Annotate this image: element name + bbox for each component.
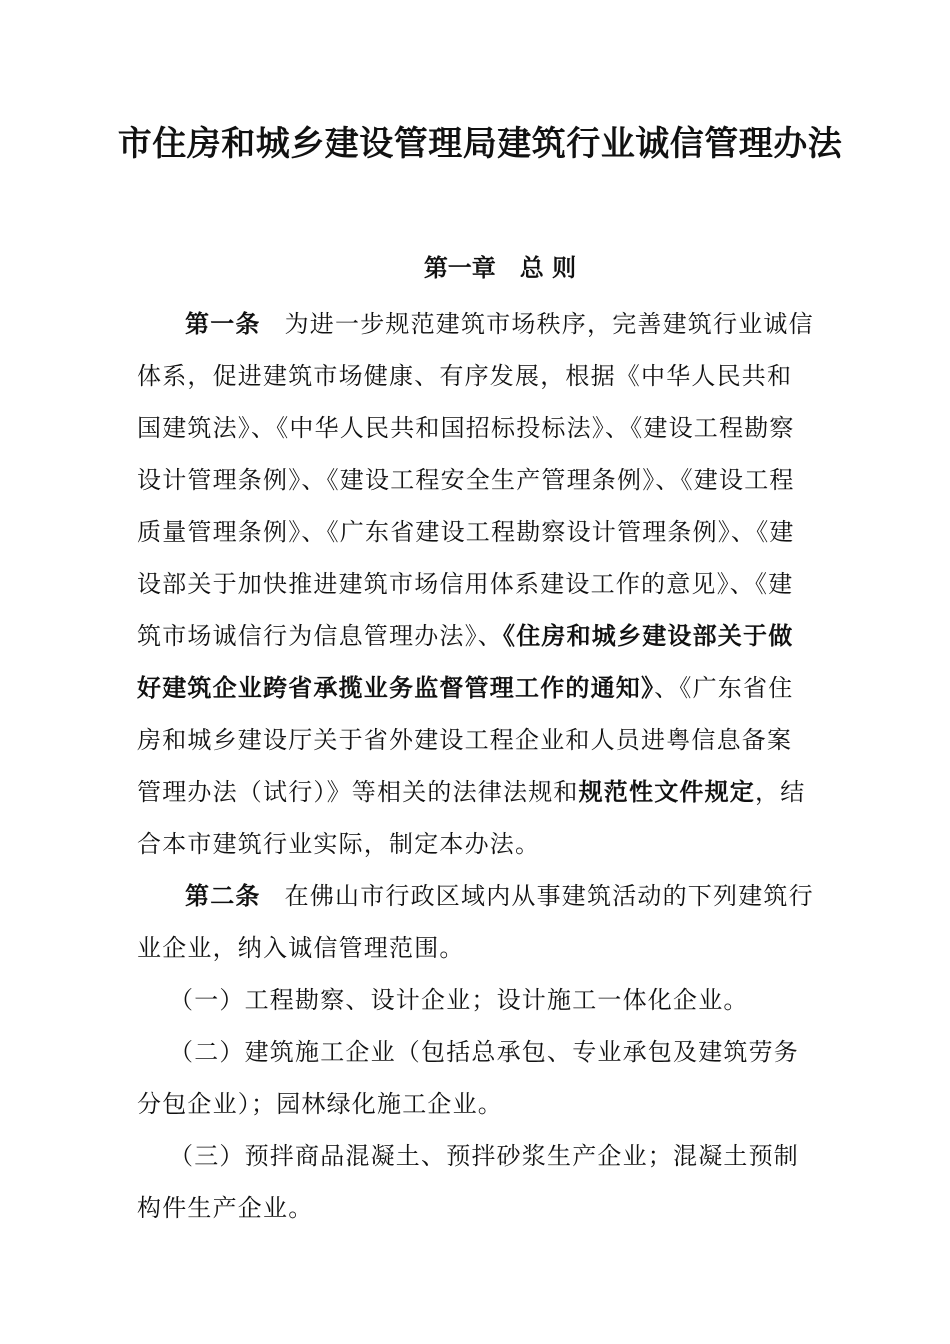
article-1-bold-a: 《住房和城乡建设部关于做好建筑企业跨省承揽业务监督管理工作的通知》 bbox=[137, 622, 794, 702]
document-body bbox=[137, 298, 817, 1234]
article-1-label: 第一条 bbox=[185, 310, 261, 338]
article-1-text-c: ，结合本市建筑行业实际，制定本办法。 bbox=[137, 778, 806, 858]
chapter-heading: 第一章 总 则 bbox=[423, 254, 577, 282]
article-2 bbox=[137, 870, 817, 974]
list-item: （三）预拌商品混凝土、预拌砂浆生产企业；混凝土预制构件生产企业。 bbox=[137, 1142, 799, 1222]
article-1-text-a: 为进一步规范建筑市场秩序，完善建筑行业诚信体系，促进建筑市场健康、有序发展，根据《中华人民共和国建筑法》、《中华人民共和国招标投标法》、《建设工程勘察设计管理条例》、《建设工程安全生产管理条例》、《建设工程质量管理条例》、《广东省建设工程勘察设计管理条例》、《建设部关于加快推进建筑市场信用体系建设工作的意见》、《建筑市场诚信行为信息管理办法》、 bbox=[137, 310, 814, 650]
list-item: （二）建筑施工企业（包括总承包、专业承包及建筑劳务分包企业）；园林绿化施工企业。 bbox=[137, 1038, 799, 1118]
article-1-bold-b: 规范性文件规定 bbox=[578, 778, 756, 806]
article-2-text: 在佛山市行政区域内从事建筑活动的下列建筑行业企业，纳入诚信管理范围。 bbox=[137, 882, 814, 962]
article-1-text-b: 、《广东省住房和城乡建设厅关于省外建设工程企业和人员进粤信息备案管理办法（试行）》等相关的法律法规和 bbox=[137, 674, 794, 806]
article-2-label: 第二条 bbox=[185, 882, 261, 910]
document-title: 市住房和城乡建设管理局建筑行业诚信管理办法 bbox=[117, 124, 843, 164]
list-item: （一）工程勘察、设计企业；设计施工一体化企业。 bbox=[169, 986, 749, 1014]
article-1 bbox=[137, 298, 817, 870]
